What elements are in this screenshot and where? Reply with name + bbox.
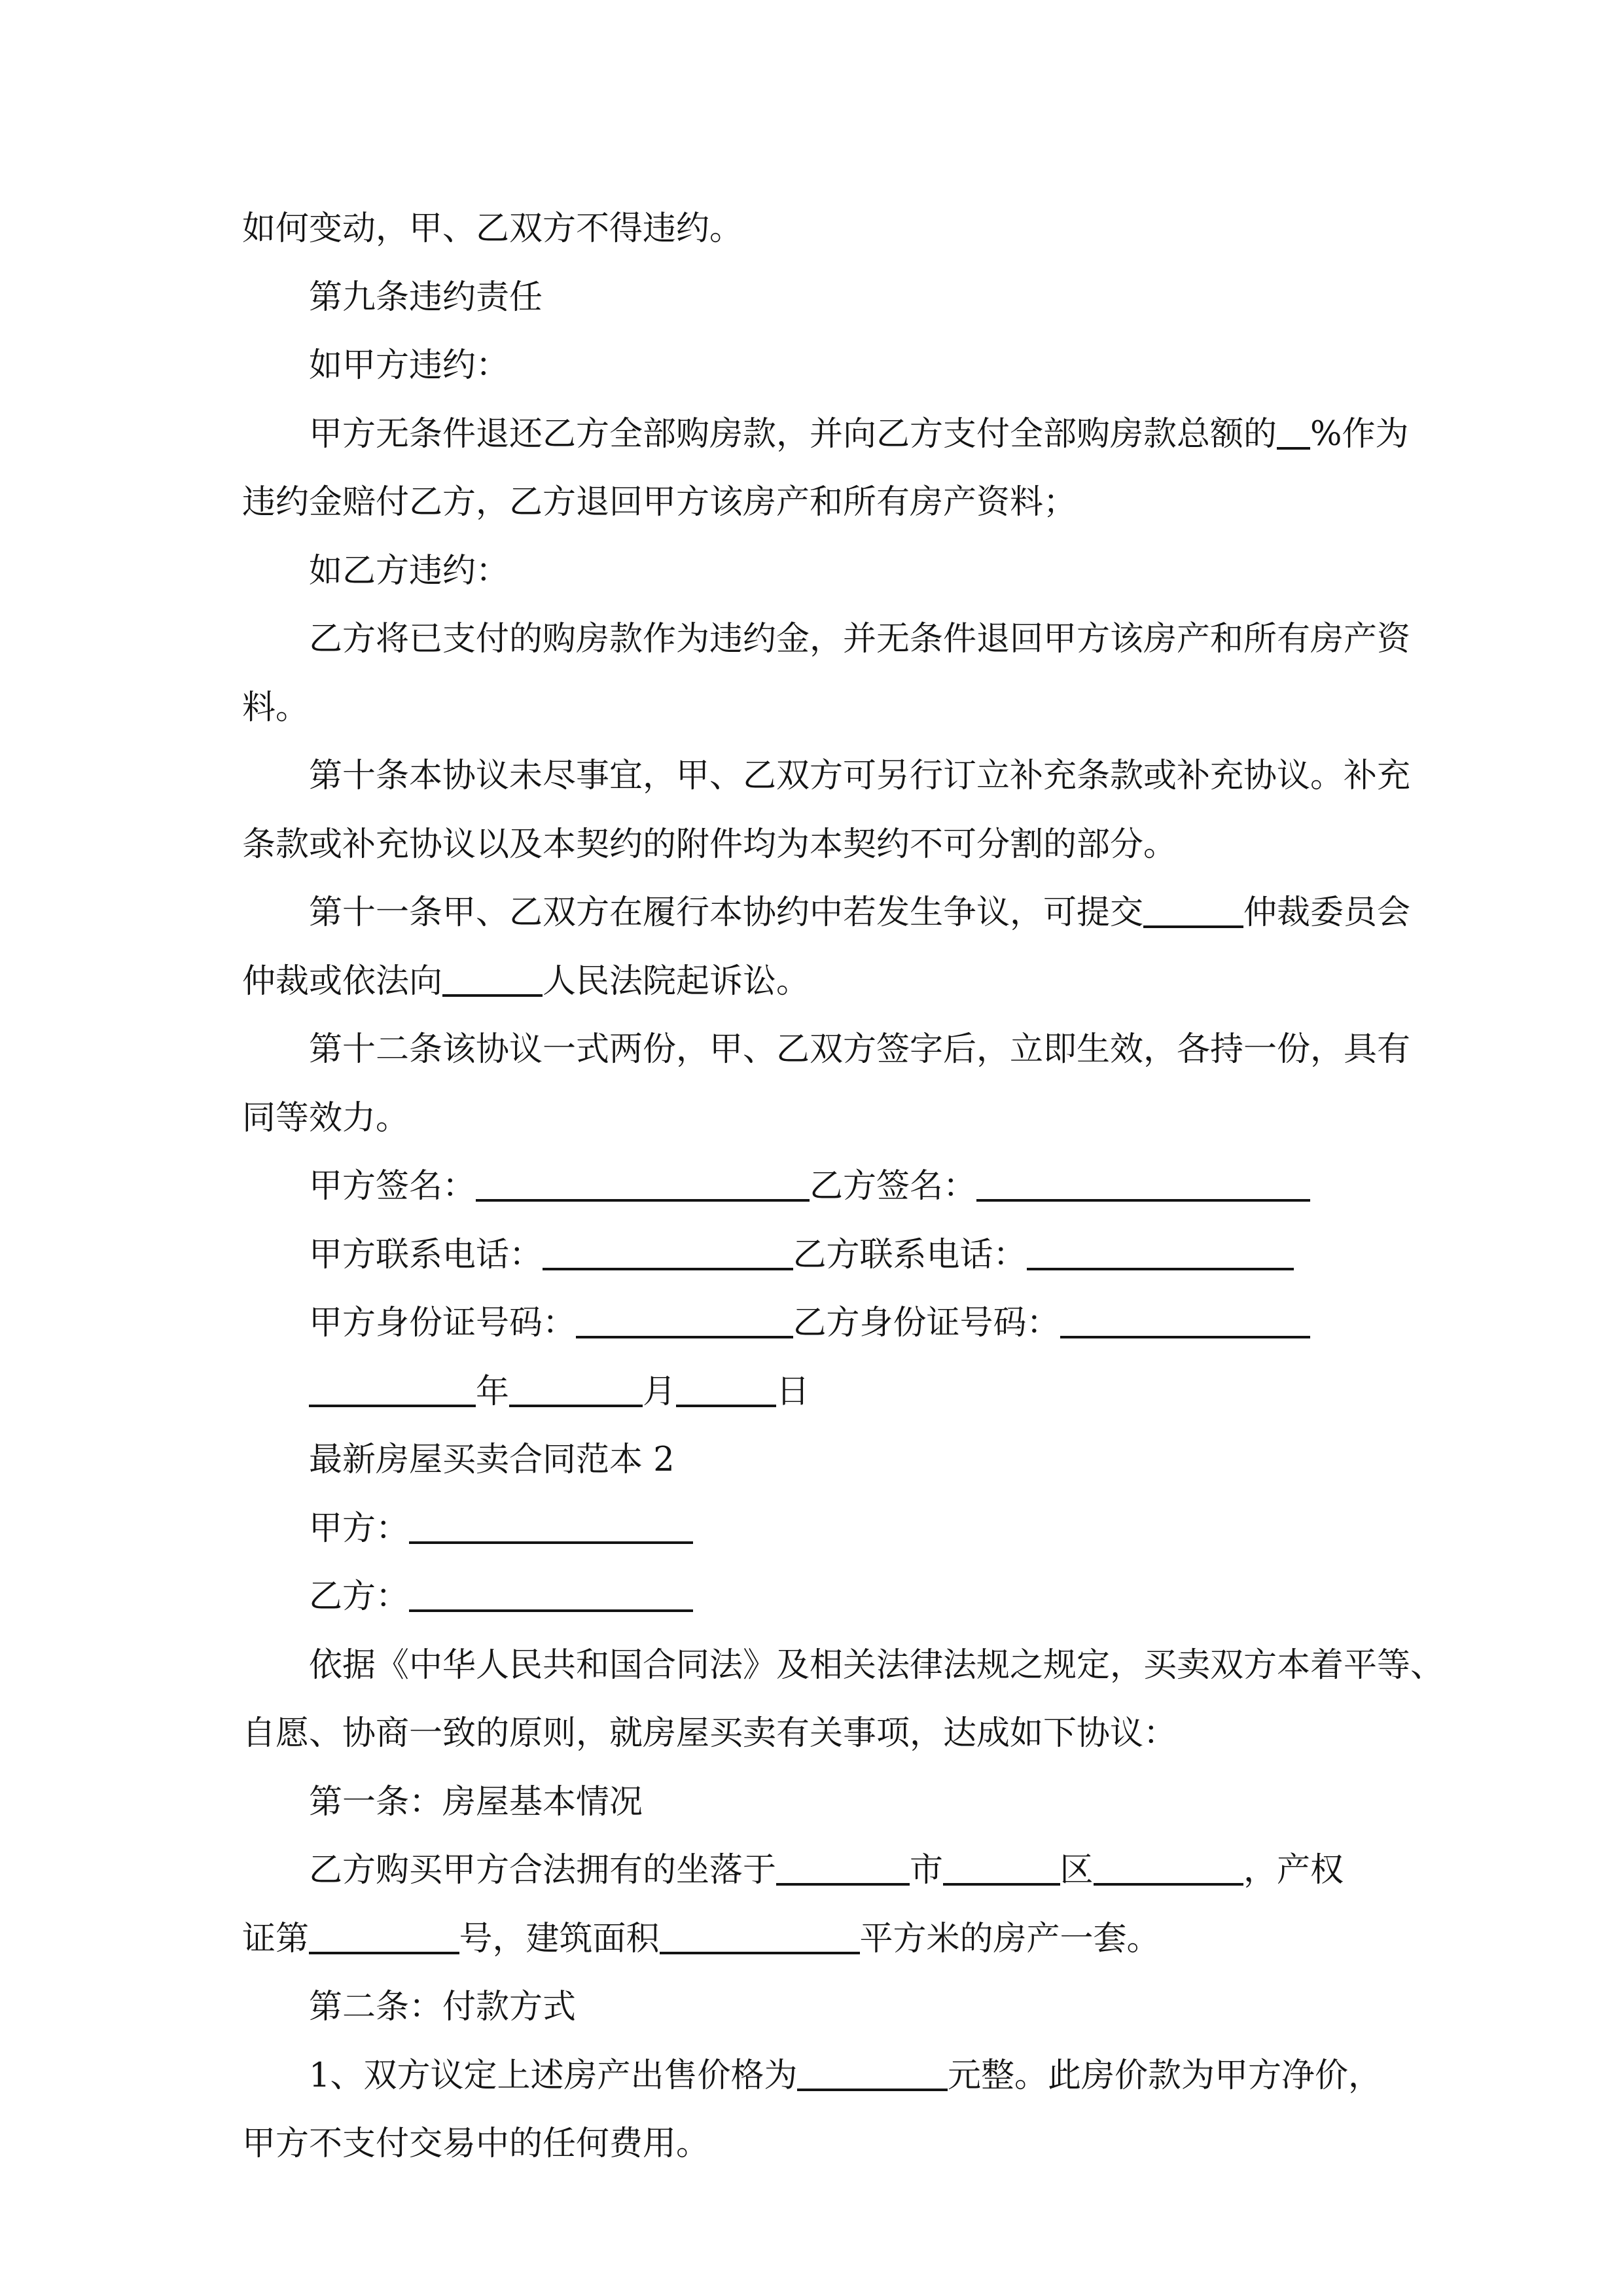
document-line-8: 料。	[242, 688, 310, 727]
document-line-21: 乙方：	[242, 1563, 1394, 1632]
fill-in-blank	[409, 1579, 693, 1612]
fill-in-blank	[943, 1853, 1060, 1886]
fill-in-blank	[1277, 417, 1310, 450]
fill-in-blank	[1143, 895, 1243, 928]
document-line-20: 甲方：	[242, 1495, 1394, 1564]
document-line-5: 违约金赔付乙方，乙方退回甲方该房产和所有房产资料；	[242, 483, 1077, 522]
document-line-10: 条款或补充协议以及本契约的附件均为本契约不可分割的部分。	[242, 825, 1177, 864]
document-line-25: 乙方购买甲方合法拥有的坐落于 市 区 ，产权	[309, 1851, 1344, 1890]
fill-in-blank	[660, 1922, 860, 1954]
document-line-28: 1、双方议定上述房产出售价格为 元整。此房价款为甲方净价，	[309, 2056, 1382, 2095]
fill-in-blank	[676, 1374, 776, 1407]
fill-in-blank	[309, 1922, 459, 1954]
fill-in-blank	[1094, 1853, 1244, 1886]
contract-body	[242, 195, 1444, 2179]
document-line-22: 依据《中华人民共和国合同法》及相关法律法规之规定，买卖双方本着平等、	[309, 1645, 1444, 1685]
document-line-11: 第十一条甲、乙双方在履行本协约中若发生争议，可提交 仲裁委员会	[309, 893, 1411, 932]
document-line-9: 第十条本协议未尽事宜，甲、乙双方可另行订立补充条款或补充协议。补充	[309, 757, 1411, 795]
document-line-3: 如甲方违约：	[309, 346, 510, 385]
fill-in-blank	[976, 1169, 1310, 1202]
document-line-12: 仲裁或依法向 人民法院起诉讼。	[242, 961, 810, 1001]
document-line-29: 甲方不支付交易中的任何费用。	[242, 2125, 710, 2163]
document-line-1: 如何变动，甲、乙双方不得违约。	[242, 209, 743, 248]
fill-in-blank	[1027, 1238, 1294, 1270]
document-line-18: 年 月 日	[242, 1358, 1394, 1427]
fill-in-blank	[1060, 1306, 1311, 1338]
document-line-23: 自愿、协商一致的原则，就房屋买卖有关事项，达成如下协议：	[242, 1714, 1177, 1753]
fill-in-blank	[576, 1306, 793, 1338]
document-line-19: 最新房屋买卖合同范本 2	[309, 1441, 675, 1479]
document-line-6: 如乙方违约：	[309, 551, 510, 590]
document-line-27: 第二条：付款方式	[309, 1988, 577, 2026]
document-line-16: 甲方联系电话： 乙方联系电话：	[242, 1221, 1394, 1290]
document-line-14: 同等效力。	[242, 1098, 410, 1138]
fill-in-blank	[509, 1374, 643, 1407]
document-line-13: 第十二条该协议一式两份，甲、乙双方签字后，立即生效，各持一份，具有	[309, 1030, 1411, 1069]
fill-in-blank	[543, 1238, 793, 1270]
document-line-7: 乙方将已支付的购房款作为违约金，并无条件退回甲方该房产和所有房产资	[309, 620, 1411, 658]
fill-in-blank	[776, 1853, 910, 1886]
fill-in-blank	[797, 2058, 948, 2091]
document-line-2: 第九条违约责任	[309, 278, 543, 317]
document-line-26: 证第 号，建筑面积 平方米的房产一套。	[242, 1919, 1160, 1958]
document-line-24: 第一条：房屋基本情况	[309, 1782, 643, 1821]
fill-in-blank	[309, 1374, 476, 1407]
fill-in-blank	[442, 964, 543, 997]
fill-in-blank	[409, 1511, 693, 1544]
document-line-17: 甲方身份证号码： 乙方身份证号码：	[242, 1289, 1394, 1358]
document-line-4: 甲方无条件退还乙方全部购房款，并向乙方支付全部购房款总额的 %作为	[309, 414, 1409, 454]
document-line-15: 甲方签名： 乙方签名：	[242, 1153, 1394, 1221]
fill-in-blank	[476, 1169, 810, 1202]
